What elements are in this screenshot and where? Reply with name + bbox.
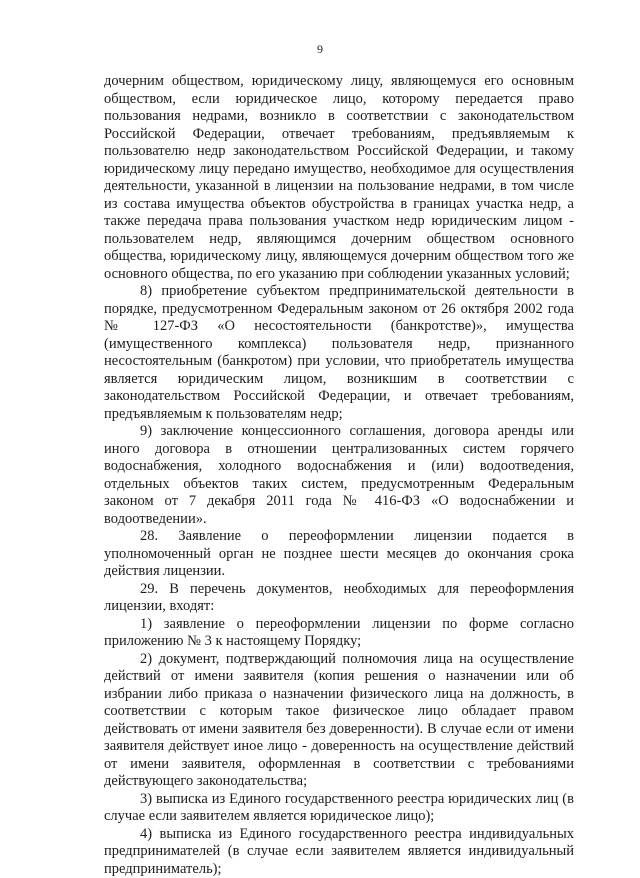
document-body [104,73,574,877]
paragraph-item-8: 8) приобретение субъектом предпринимательской деятельности в порядке, предусмотренном Федеральным законом от 26 октября 2002 года № 127-ФЗ «О несостоятельности (банкротстве)», имущества (имущественного комплекса) пользователя недр, признанного несостоятельным (банкротом) при условии, что приобретатель имущества является юридическим лицом, возникшим в соответствии с законодательством Российской Федерации, и отвечает требованиям, предъявляемым к пользователям недр; [104,283,574,422]
paragraph-list-item-3: 3) выписка из Единого государственного реестра юридических лиц (в случае если заявителем является юридическое лицо); [104,790,574,824]
paragraph-item-9: 9) заключение концессионного соглашения, договора аренды или иного договора в отношении централизованных систем горячего водоснабжения, холодного водоснабжения и (или) водоотведения, отдельных объектов таких систем, предусмотренным Федеральным законом от 7 декабря 2011 года № 416-ФЗ «О водоснабжении и водоотведении». [104,423,574,527]
paragraph-list-item-4: 4) выписка из Единого государственного реестра индивидуальных предпринимателей (в случае если заявителем является индивидуальный предприниматель); [104,825,574,877]
paragraph-list-item-2: 2) документ, подтверждающий полномочия лица на осуществление действий от имени заявителя (копия решения о назначении или об избрании либо приказа о назначении физического лица на должность, в соответствии с которым такое физическое лицо обладает правом действовать от имени заявителя без доверенности). В случае если от имени заявителя действует иное лицо - доверенность на осуществление действий от имени заявителя, оформленная в соответствии с требованиями действующего законодательства; [104,650,574,789]
paragraph-clause-28: 28. Заявление о переоформлении лицензии подается в уполномоченный орган не позднее шести месяцев до окончания срока действия лицензии. [104,528,574,579]
paragraph-list-item-1: 1) заявление о переоформлении лицензии по форме согласно приложению № 3 к настоящему Порядку; [104,615,574,649]
paragraph-continuation: дочерним обществом, юридическому лицу, являющемуся его основным обществом, если юридическое лицо, которому передается право пользования недрами, возникло в соответствии с законодательством Российской Федерации, отвечает требованиям, предъявляемым к пользователю недр законодательством Российской Федерации, и такому юридическому лицу передано имущество, необходимое для осуществления деятельности, указанной в лицензии на пользование недрами, в том числе из состава имущества объектов обустройства в границах участка недр, а также передача права пользования участком недр юридическим лицом - пользователем недр, являющимся дочерним обществом основного общества, юридическому лицу, являющемуся дочерним обществом того же основного общества, по его указанию при соблюдении указанных условий; [104,73,574,282]
page-number: 9 [317,42,323,56]
paragraph-clause-29: 29. В перечень документов, необходимых для переоформления лицензии, входят: [104,580,574,614]
